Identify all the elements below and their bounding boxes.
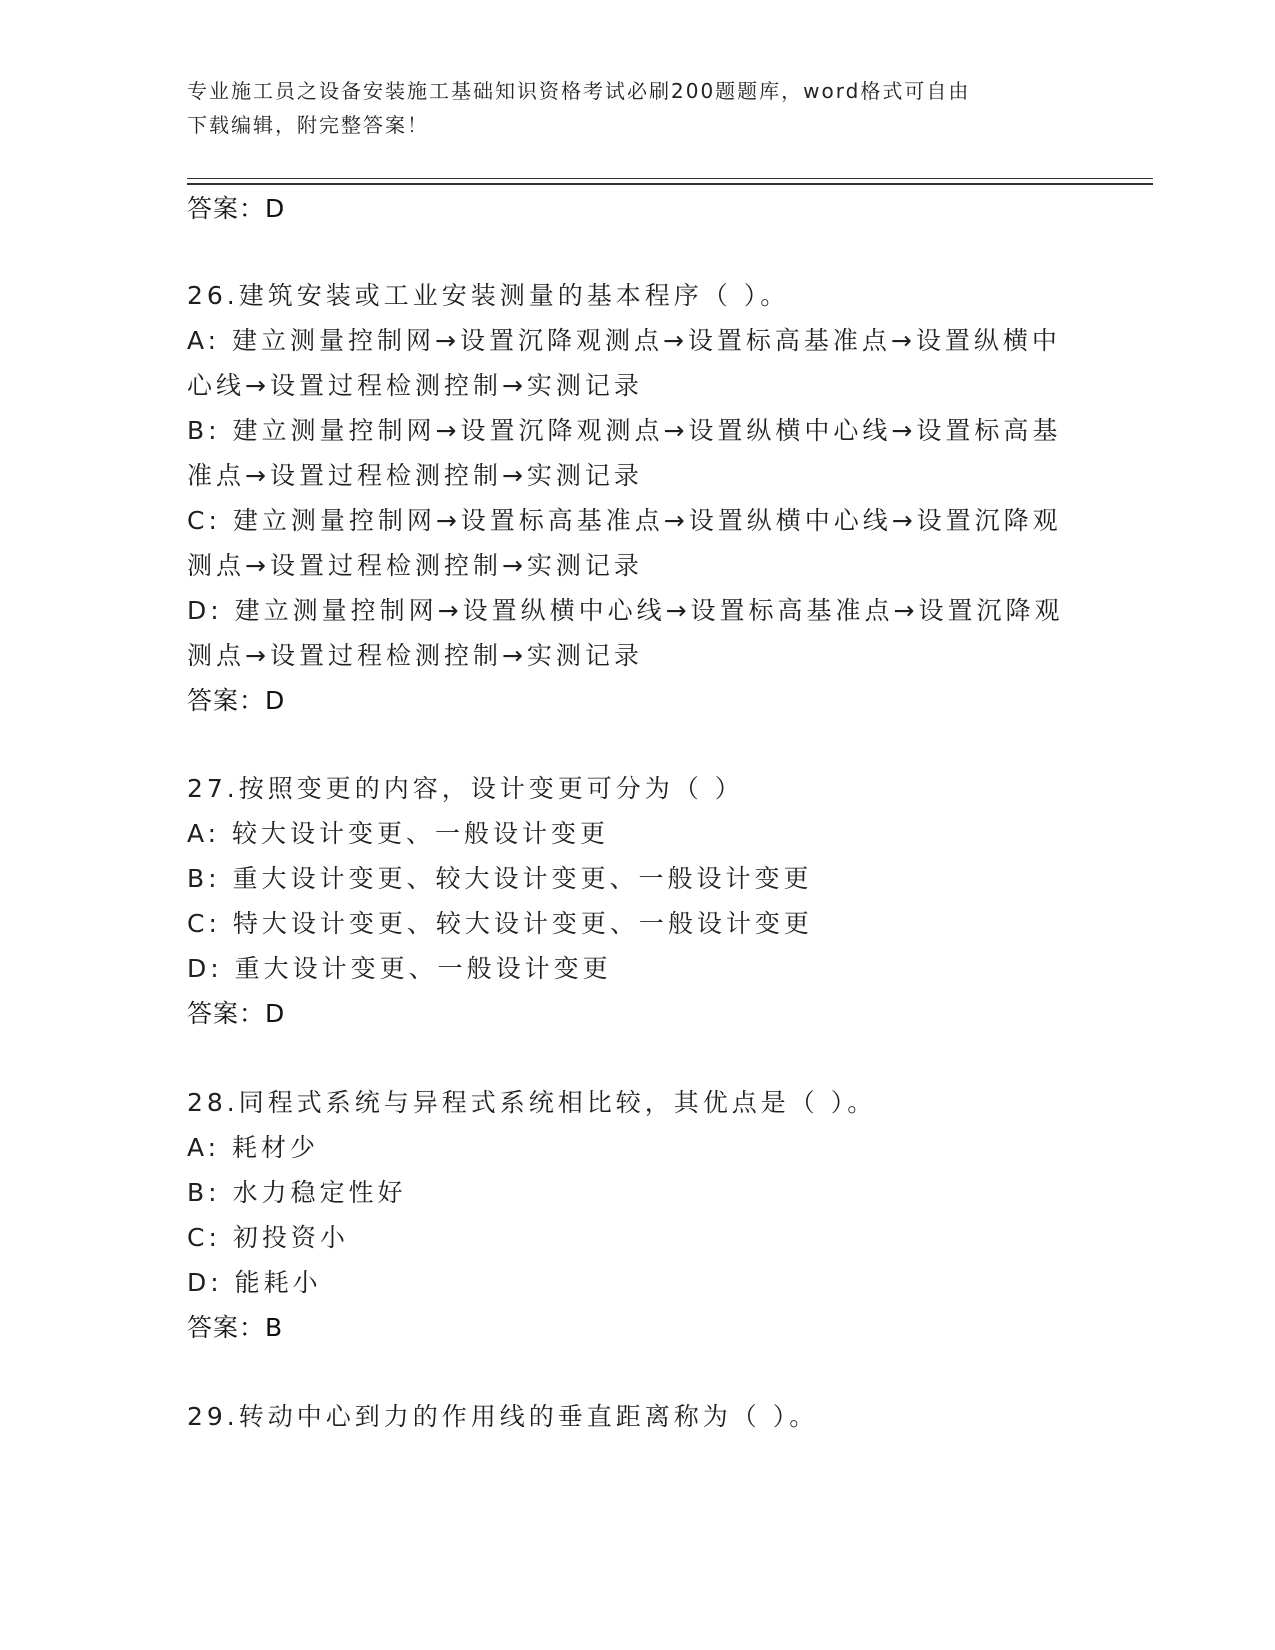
q27-answer: 答案：D — [187, 999, 286, 1028]
q27-option-c: C: 特大设计变更、较大设计变更、一般设计变更 — [187, 909, 813, 938]
q26-option-b-line1: B: 建立测量控制网→设置沉降观测点→设置纵横中心线→设置标高基 — [187, 416, 1062, 445]
q27-option-a: A: 较大设计变更、一般设计变更 — [187, 819, 610, 848]
q28-option-a: A: 耗材少 — [187, 1133, 320, 1162]
q26-option-d-line2: 测点→设置过程检测控制→实测记录 — [187, 641, 643, 670]
q26-option-b-line2: 准点→设置过程检测控制→实测记录 — [187, 461, 643, 490]
question-29-stem: 29.转动中心到力的作用线的垂直距离称为（ ）。 — [187, 1402, 819, 1431]
question-27-stem: 27.按照变更的内容，设计变更可分为（ ） — [187, 774, 744, 803]
q26-option-a-line2: 心线→设置过程检测控制→实测记录 — [187, 371, 643, 400]
header-divider-thin — [187, 178, 1153, 179]
header-divider-thick — [187, 183, 1153, 185]
q27-option-d: D: 重大设计变更、一般设计变更 — [187, 954, 612, 983]
question-26-stem: 26.建筑安装或工业安装测量的基本程序（ ）。 — [187, 281, 790, 310]
q26-option-d-line1: D: 建立测量控制网→设置纵横中心线→设置标高基准点→设置沉降观 — [187, 596, 1064, 625]
q28-option-c: C: 初投资小 — [187, 1223, 349, 1252]
q26-option-c-line1: C: 建立测量控制网→设置标高基准点→设置纵横中心线→设置沉降观 — [187, 506, 1062, 535]
q26-option-c-line2: 测点→设置过程检测控制→实测记录 — [187, 551, 643, 580]
q28-option-d: D: 能耗小 — [187, 1268, 322, 1297]
q28-option-b: B: 水力稳定性好 — [187, 1178, 407, 1207]
header-line-1: 专业施工员之设备安装施工基础知识资格考试必刷200题题库，word格式可自由 — [187, 79, 971, 103]
q28-answer: 答案：B — [187, 1313, 284, 1342]
q26-answer: 答案：D — [187, 686, 286, 715]
header-text — [187, 74, 1087, 142]
question-28-stem: 28.同程式系统与异程式系统相比较，其优点是（ ）。 — [187, 1088, 877, 1117]
header-line-2: 下载编辑，附完整答案！ — [187, 113, 429, 137]
q27-option-b: B: 重大设计变更、较大设计变更、一般设计变更 — [187, 864, 813, 893]
q26-option-a-line1: A: 建立测量控制网→设置沉降观测点→设置标高基准点→设置纵横中 — [187, 326, 1061, 355]
answer-prev: 答案：D — [187, 194, 286, 223]
